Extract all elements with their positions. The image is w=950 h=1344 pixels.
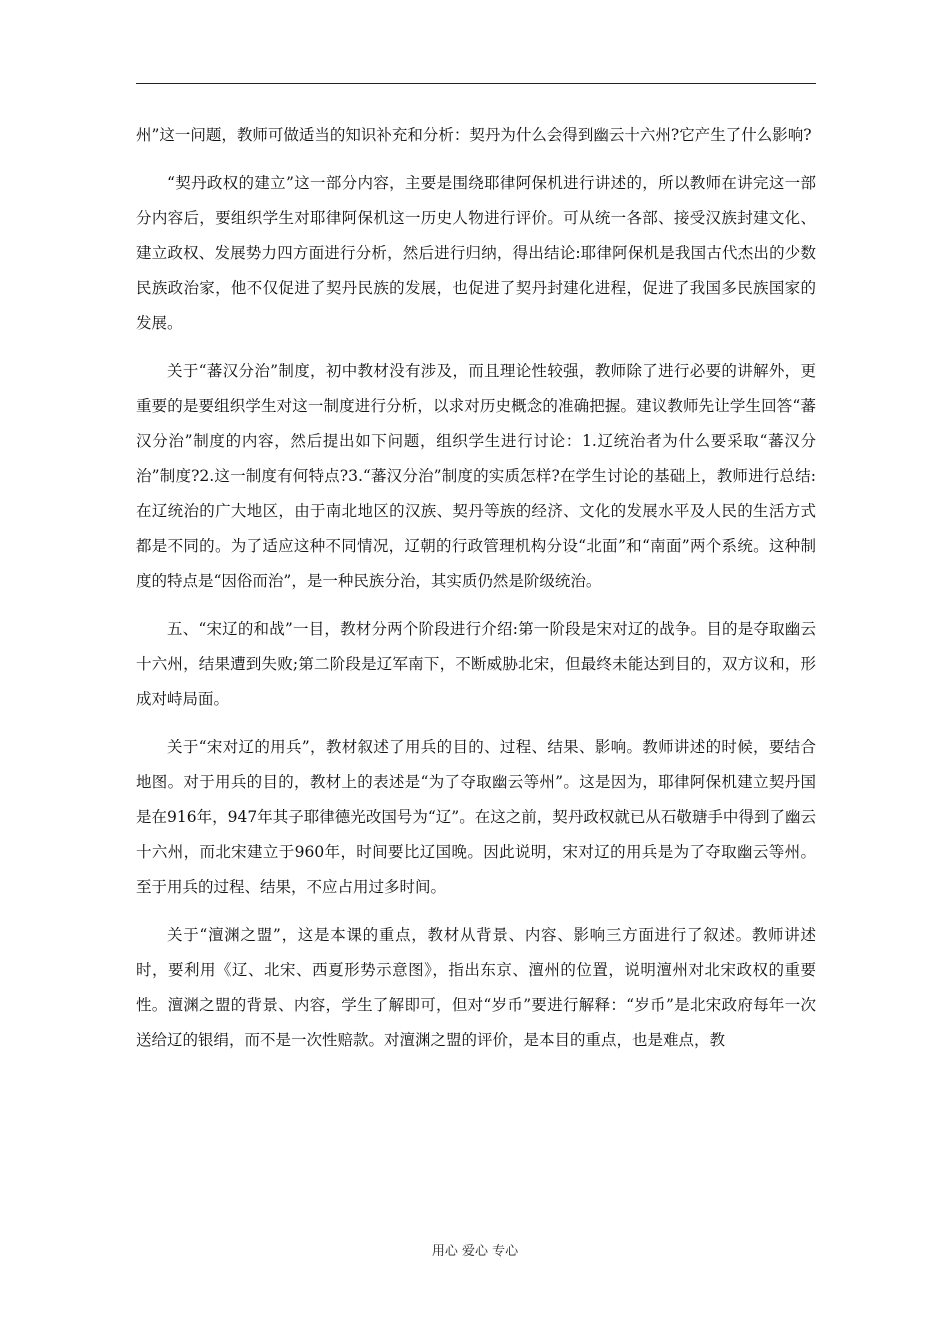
paragraph-song-campaign: 关于“宋对辽的用兵”，教材叙述了用兵的目的、过程、结果、影响。教师讲述的时候，要结合地图。对于用兵的目的，教材上的表述是“为了夺取幽云等州”。这是因为，耶律阿保机建立契丹国是在916年，947年其子耶律德光改国号为“辽”。在这之前，契丹政权就已从石敬瑭手中得到了幽云十六州，而北宋建立于960年，时间要比辽国晚。因此说明，宋对辽的用兵是为了夺取幽云等州。至于用兵的过程、结果，不应占用过多时间。 xyxy=(136,738,816,896)
paragraph-fanhan-system: 关于“蕃汉分治”制度，初中教材没有涉及，而且理论性较强，教师除了进行必要的讲解外，更重要的是要组织学生对这一制度进行分析，以求对历史概念的准确把握。建议教师先让学生回答“蕃汉分治”制度的内容，然后提出如下问题，组织学生进行讨论：1.辽统治者为什么要采取“蕃汉分治”制度?2.这一制度有何特点?3.“蕃汉分治”制度的实质怎样?在学生讨论的基础上，教师进行总结:在辽统治的广大地区，由于南北地区的汉族、契丹等族的经济、文化的发展水平及人民的生活方式都是不同的。为了适应这种不同情况，辽朝的行政管理机构分设“北面”和“南面”两个系统。这种制度的特点是“因俗而治”，是一种民族分治，其实质仍然是阶级统治。 xyxy=(136,362,816,590)
header-rule xyxy=(136,83,816,84)
body-text xyxy=(136,118,816,1071)
paragraph-chanyuan-treaty: 关于“澶渊之盟”，这是本课的重点，教材从背景、内容、影响三方面进行了叙述。教师讲述时，要利用《辽、北宋、西夏形势示意图》，指出东京、澶州的位置，说明澶州对北宋政权的重要性。澶渊之盟的背景、内容，学生了解即可，但对“岁币”要进行解释：“岁币”是北宋政府每年一次送给辽的银绢，而不是一次性赔款。对澶渊之盟的评价，是本目的重点，也是难点，教 xyxy=(136,926,816,1049)
paragraph-khitan-regime: “契丹政权的建立”这一部分内容，主要是围绕耶律阿保机进行讲述的，所以教师在讲完这一部分内容后，要组织学生对耶律阿保机这一历史人物进行评价。可从统一各部、接受汉族封建文化、建立政权、发展势力四方面进行分析，然后进行归纳，得出结论:耶律阿保机是我国古代杰出的少数民族政治家，他不仅促进了契丹民族的发展，也促进了契丹封建化进程，促进了我国多民族国家的发展。 xyxy=(136,174,816,332)
paragraph-continued: 州”这一问题，教师可做适当的知识补充和分析：契丹为什么会得到幽云十六州?它产生了什么影响? xyxy=(136,126,812,144)
page-footer: 用心 爱心 专心 xyxy=(431,1244,519,1259)
paragraph-song-liao-war: 五、“宋辽的和战”一目，教材分两个阶段进行介绍:第一阶段是宋对辽的战争。目的是夺取幽云十六州，结果遭到失败;第二阶段是辽军南下，不断威胁北宋，但最终未能达到目的，双方议和，形成对峙局面。 xyxy=(136,620,816,708)
